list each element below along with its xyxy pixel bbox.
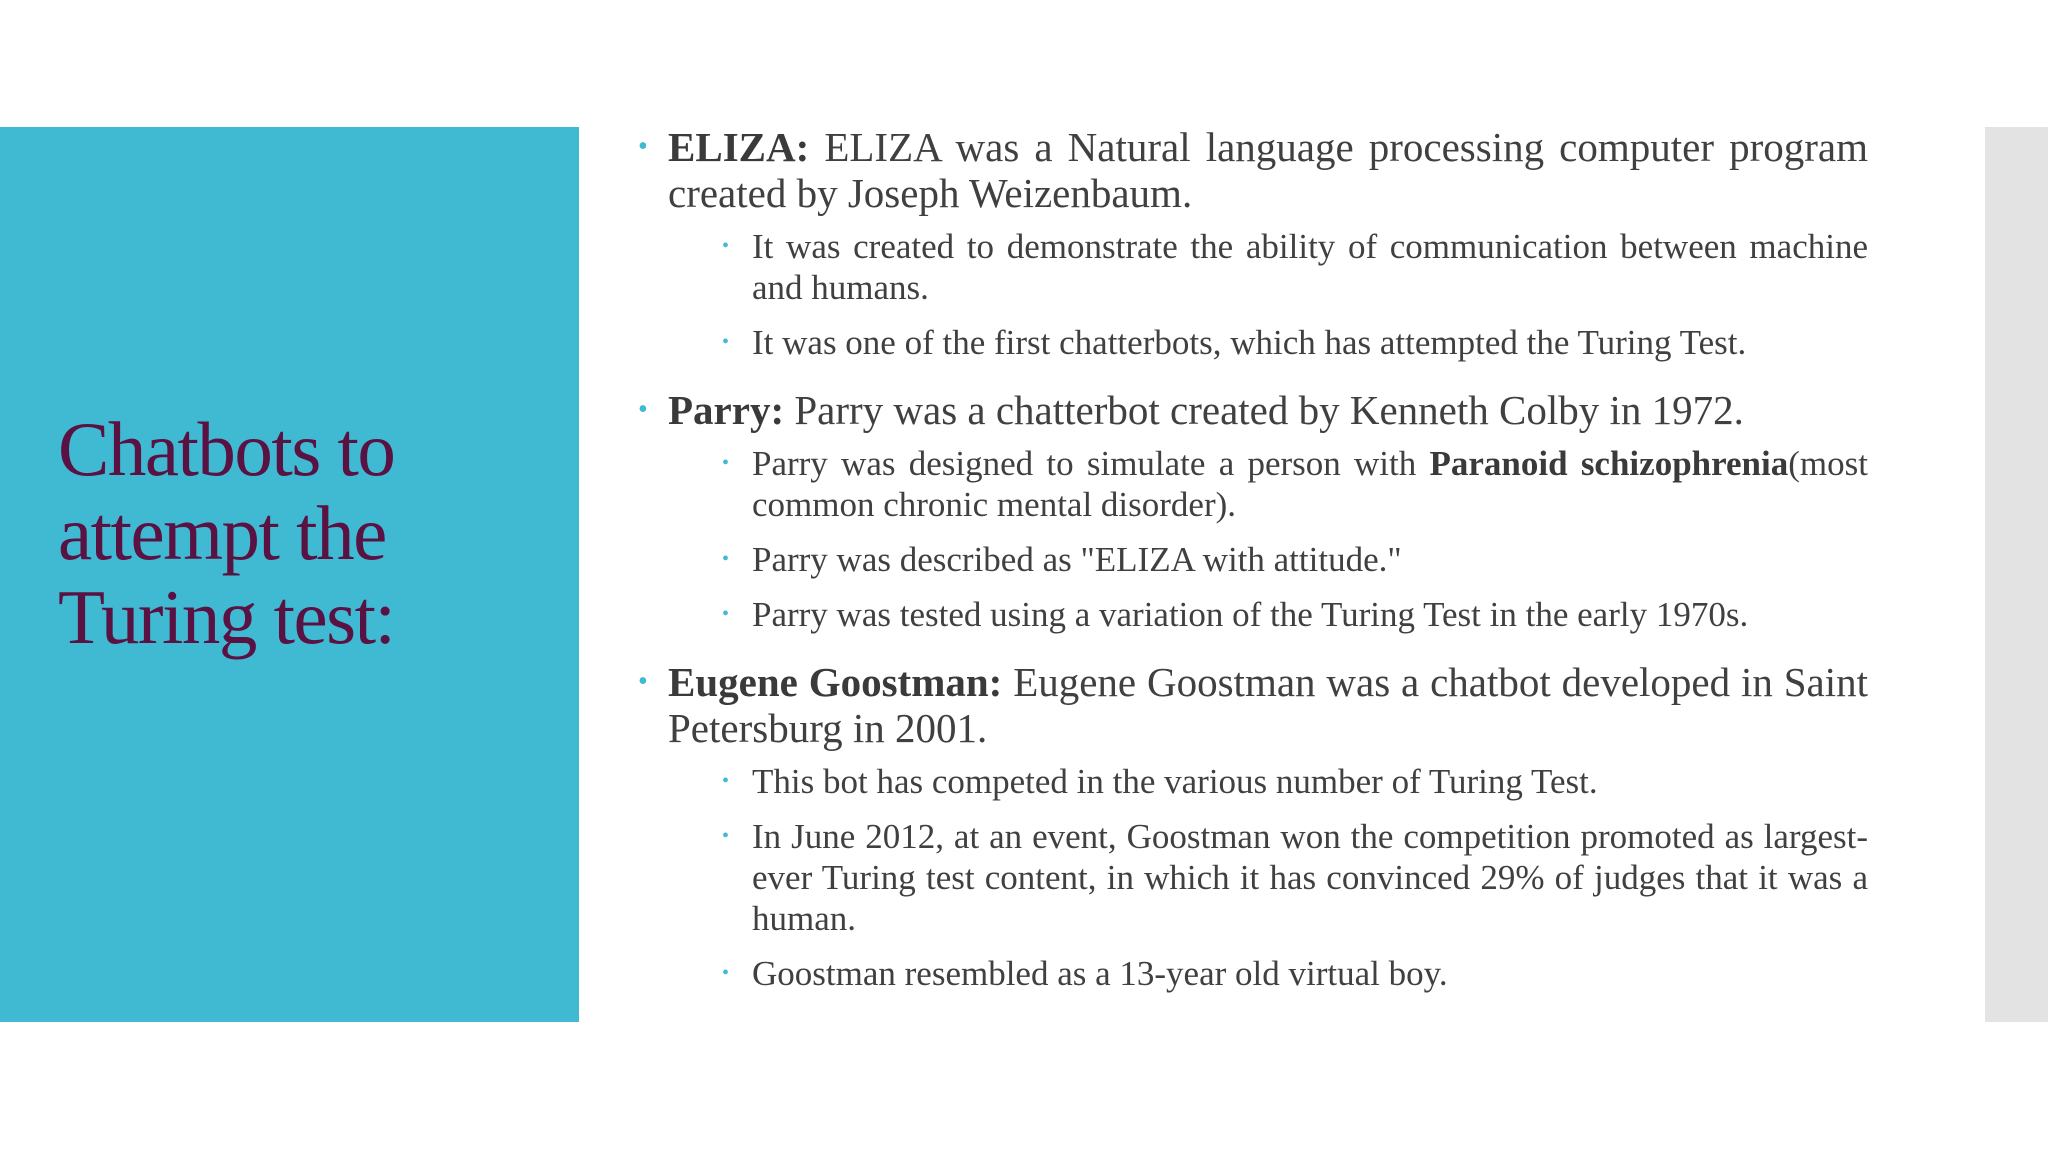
- item-heading: ELIZA:: [668, 124, 810, 170]
- sub-bullet-item: [714, 761, 1868, 802]
- bullet-icon: •: [722, 770, 730, 792]
- sub-item-text: (most common chronic mental disorder).: [752, 444, 1868, 524]
- sub-item-text: It was created to demonstrate the ability of communication between machine and humans.: [752, 227, 1868, 307]
- sub-item-text: Parry was designed to simulate a person with: [752, 444, 1430, 483]
- slide-title: [58, 407, 558, 659]
- title-line-1: Chatbots to: [58, 406, 395, 492]
- bullet-icon: •: [638, 666, 648, 697]
- sub-item-text: Parry was tested using a variation of the Turing Test in the early 1970s.: [752, 595, 1749, 634]
- item-heading: Parry:: [668, 387, 785, 433]
- title-line-2: attempt the: [58, 490, 386, 576]
- sub-bullet-item: [714, 226, 1868, 308]
- sub-item-text: Parry was described as "ELIZA with attitude.": [752, 540, 1402, 579]
- item-text: Eugene Goostman was a chatbot developed in Saint Petersburg in 2001.: [668, 659, 1868, 751]
- sub-item-bold-term: Paranoid schizophrenia: [1429, 444, 1789, 483]
- bullet-icon: •: [722, 548, 730, 570]
- side-strip: [1985, 127, 2048, 1022]
- title-line-3: Turing test:: [58, 574, 395, 660]
- sub-bullet-item: [714, 539, 1868, 580]
- bullet-icon: •: [722, 452, 730, 474]
- sub-bullet-item: [714, 443, 1868, 525]
- sub-bullet-item: [714, 953, 1868, 994]
- bullet-icon: •: [638, 394, 648, 425]
- bullet-icon: •: [722, 331, 730, 353]
- sub-item-text: Goostman resembled as a 13-year old virtual boy.: [752, 954, 1448, 993]
- bullet-icon: •: [722, 603, 730, 625]
- sub-bullet-item: [714, 322, 1868, 363]
- bullet-icon: •: [722, 962, 730, 984]
- bullet-icon: •: [722, 825, 730, 847]
- bullet-icon: •: [638, 131, 648, 162]
- sub-item-text: In June 2012, at an event, Goostman won the competition promoted as largest-ever Turing test content, in which it has convinced 29% of judges that it was a human.: [752, 817, 1868, 938]
- bullet-icon: •: [722, 235, 730, 257]
- sub-item-text: This bot has competed in the various number of Turing Test.: [752, 762, 1598, 801]
- item-heading: Eugene Goostman:: [668, 659, 1003, 705]
- item-text: Parry was a chatterbot created by Kenneth Colby in 1972.: [784, 387, 1744, 433]
- sub-bullet-item: [714, 594, 1868, 635]
- bullet-item-parry: [630, 387, 1868, 433]
- bullet-list: [630, 124, 1868, 994]
- bullet-item-eugene-goostman: [630, 659, 1868, 751]
- sub-item-text: It was one of the first chatterbots, which has attempted the Turing Test.: [752, 323, 1747, 362]
- item-text: ELIZA was a Natural language processing computer program created by Joseph Weizenbaum.: [668, 124, 1868, 216]
- sub-bullet-item: [714, 816, 1868, 939]
- bullet-item-eliza: [630, 124, 1868, 216]
